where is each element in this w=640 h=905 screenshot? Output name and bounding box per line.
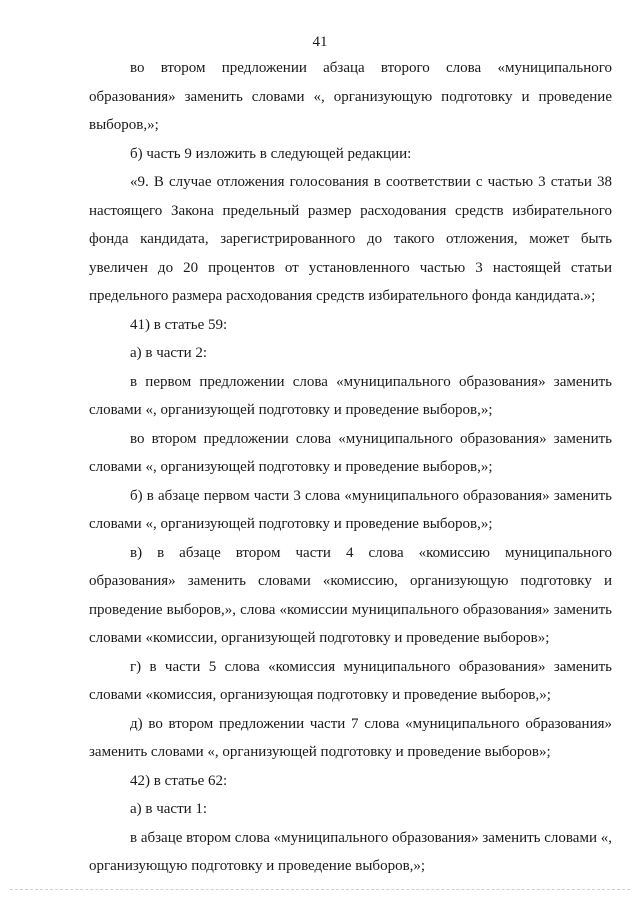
paragraph: а) в части 1: [130,801,208,817]
paragraph: д) во втором предложении части 7 слова «муниципального образования» заменить словами «, организующей подготовку и проведение выборов»; [89,715,612,760]
paragraph: во втором предложении абзаца второго слова «муниципального образования» заменить словами «, организующую подготовку и проведение выборов,»; [89,60,612,133]
paragraph: в) в абзаце втором части 4 слова «комиссию муниципального образования» заменить словами «комиссию, организующую подготовку и проведение выборов,», слова «комиссии муниципального образования» заменить словами «комиссии, организующей подготовку и проведение выборов»; [89,544,612,646]
paragraph: во втором предложении слова «муниципального образования» заменить словами «, организующей подготовку и проведение выборов,»; [89,430,612,475]
paragraph: а) в части 2: [130,345,208,361]
page-number: 41 [312,34,328,50]
paragraph: в первом предложении слова «муниципального образования» заменить словами «, организующей подготовку и проведение выборов,»; [89,373,612,418]
paragraph: в абзаце втором слова «муниципального образования» заменить словами «, организующую подготовку и проведение выборов,»; [89,829,612,874]
paragraph: б) часть 9 изложить в следующей редакции: [130,145,412,162]
paragraph: г) в части 5 слова «комиссия муниципального образования» заменить словами «комиссия, организующая подготовку и проведение выборов,»; [89,658,612,703]
paragraph: «9. В случае отложения голосования в соответствии с частью 3 статьи 38 настоящего Закона предельный размер расходования средств избирательного фонда кандидата, зарегистрированного до такого отложения, может быть увеличен до 20 процентов от установленного частью 3 настоящей статьи предельного размера расходования средств избирательного фонда кандидата.»; [89,174,612,304]
paragraph: 41) в статье 59: [130,316,228,333]
paragraph: 42) в статье 62: [130,772,228,789]
paragraph: б) в абзаце первом части 3 слова «муниципального образования» заменить словами «, организующей подготовку и проведение выборов,»; [89,487,612,532]
document-body [89,54,612,881]
scan-edge-divider [10,889,630,890]
